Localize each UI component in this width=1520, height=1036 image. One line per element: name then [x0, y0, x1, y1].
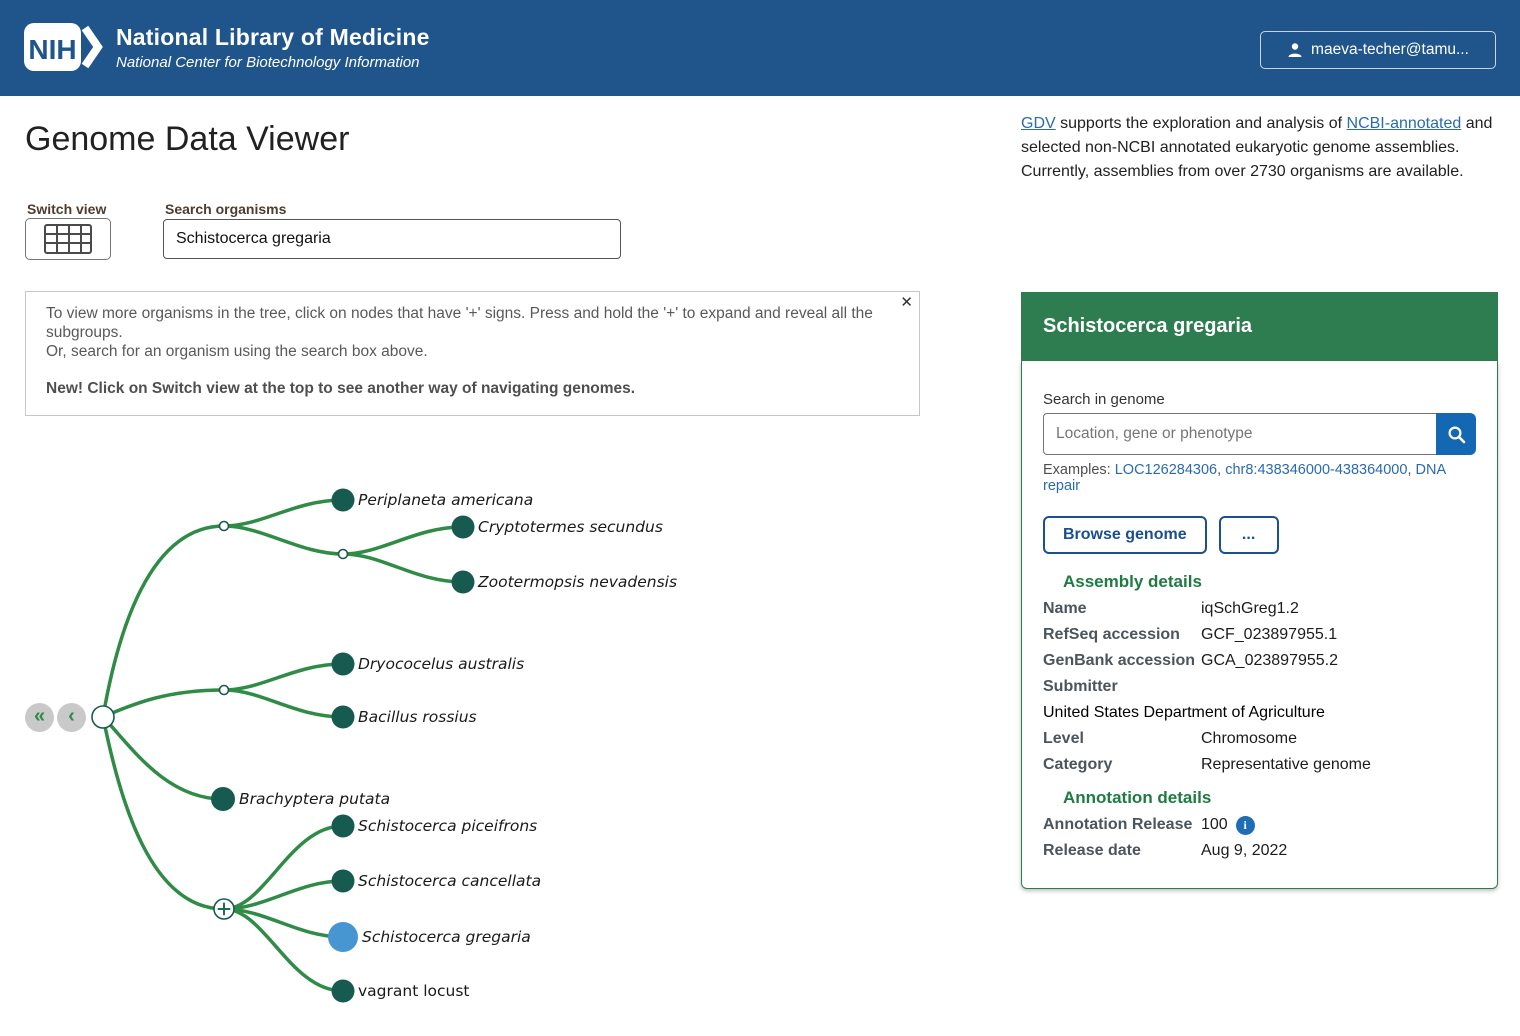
search-examples: [1043, 462, 1476, 494]
double-chevron-left-icon: «: [33, 705, 46, 727]
page-title: Genome Data Viewer: [25, 120, 350, 158]
notice-line-1: To view more organisms in the tree, click on nodes that have '+' signs. Press and hold the '+' to expand and reveal all the subgroups.: [46, 305, 873, 341]
genbank-row: [1043, 648, 1476, 674]
leaf-label[interactable]: Periplaneta americana: [358, 491, 534, 509]
person-icon: [1287, 42, 1303, 58]
genbank-accession-link[interactable]: GCA_023897955.2: [1201, 652, 1338, 669]
refseq-accession-link[interactable]: GCF_023897955.1: [1201, 626, 1338, 643]
notice-line-2: Or, search for an organism using the search box above.: [46, 343, 428, 360]
tree-root-node[interactable]: [92, 706, 114, 728]
release-date-row: [1043, 838, 1476, 864]
gdv-link[interactable]: GDV: [1021, 115, 1056, 132]
leaf-node-cryptotermes-secundus[interactable]: [452, 516, 475, 539]
leaf-node-schistocerca-piceifrons[interactable]: [332, 815, 355, 838]
annotation-release-row: [1043, 812, 1476, 838]
nlm-logo[interactable]: [22, 18, 430, 76]
expand-node[interactable]: [214, 899, 234, 919]
example-link-location[interactable]: chr8:438346000-438364000: [1225, 462, 1408, 478]
example-link-loc[interactable]: LOC126284306: [1114, 462, 1218, 478]
close-icon: ✕: [900, 294, 913, 311]
level-value: Chromosome: [1201, 730, 1298, 747]
browse-genome-button[interactable]: Browse genome: [1043, 516, 1207, 554]
notice-line-3: New! Click on Switch view at the top to see another way of navigating genomes.: [46, 380, 636, 397]
release-date-label: Release date: [1043, 842, 1141, 859]
more-options-button[interactable]: ...: [1219, 516, 1279, 554]
leaf-label[interactable]: Brachyptera putata: [239, 790, 391, 808]
leaf-node-dryococelus-australis[interactable]: [332, 653, 355, 676]
example-separator: ,: [1407, 462, 1416, 478]
leaf-label[interactable]: Schistocerca cancellata: [358, 872, 542, 890]
collapse-all-button[interactable]: [25, 703, 54, 732]
account-button[interactable]: [1260, 31, 1496, 69]
nih-banner: [0, 0, 1520, 96]
svg-text:NIH: NIH: [28, 34, 77, 65]
magnifier-icon: [1447, 425, 1466, 444]
category-row: [1043, 752, 1476, 778]
level-row: [1043, 726, 1476, 752]
leaf-node-schistocerca-gregaria-selected[interactable]: [328, 922, 358, 952]
leaf-label-selected[interactable]: Schistocerca gregaria: [362, 928, 531, 946]
leaf-label[interactable]: Dryococelus australis: [358, 655, 525, 673]
switch-view-label: Switch view: [27, 201, 107, 217]
leaf-node-bacillus-rossius[interactable]: [332, 706, 355, 729]
submitter-label: Submitter: [1043, 678, 1118, 695]
assembly-details-heading: Assembly details: [1063, 572, 1202, 591]
leaf-node-periplaneta-americana[interactable]: [332, 489, 355, 512]
table-grid-icon: [44, 224, 92, 254]
example-link-dna-repair[interactable]: DNA repair: [1043, 462, 1446, 494]
organism-panel-body: [1021, 361, 1498, 889]
chevron-left-icon: ‹: [68, 705, 75, 727]
internal-node[interactable]: [220, 686, 229, 695]
notice-close-button[interactable]: [900, 295, 913, 310]
leaf-label[interactable]: Cryptotermes secundus: [478, 518, 663, 536]
organism-panel-header: [1021, 292, 1498, 361]
search-in-genome-input[interactable]: [1043, 413, 1436, 455]
tree-branches: [103, 500, 463, 991]
ncbi-annotated-link[interactable]: NCBI-annotated: [1346, 115, 1462, 132]
example-separator: ,: [1217, 462, 1226, 478]
genbank-label: GenBank accession: [1043, 652, 1196, 669]
submitter-value: United States Department of Agriculture: [1043, 704, 1325, 721]
intro-text-1: supports the exploration and analysis of: [1055, 115, 1347, 132]
gdv-intro-paragraph: [1021, 112, 1493, 184]
annotation-release-label: Annotation Release: [1043, 816, 1193, 833]
search-organisms-label: Search organisms: [165, 201, 287, 217]
assembly-name-row: [1043, 596, 1476, 622]
internal-node[interactable]: [339, 550, 348, 559]
category-value: Representative genome: [1201, 756, 1371, 773]
leaf-node-schistocerca-cancellata[interactable]: [332, 870, 355, 893]
internal-node[interactable]: [220, 522, 229, 531]
leaf-label[interactable]: Zootermopsis nevadensis: [478, 573, 678, 591]
leaf-label[interactable]: Schistocerca piceifrons: [358, 817, 538, 835]
leaf-node-vagrant-locust[interactable]: [332, 980, 355, 1003]
leaf-node-zootermopsis-nevadensis[interactable]: [452, 571, 475, 594]
phylo-tree: [0, 440, 720, 1036]
name-value: iqSchGreg1.2: [1201, 600, 1299, 617]
switch-view-button[interactable]: [25, 218, 111, 260]
genome-search-button[interactable]: [1436, 413, 1476, 455]
organism-panel-title: Schistocerca gregaria: [1043, 315, 1252, 337]
intro-text-2: and selected non-NCBI annotated eukaryotic genome assemblies. Currently, assemblies from over 2730 organisms are available.: [1021, 115, 1493, 180]
refseq-label: RefSeq accession: [1043, 626, 1180, 643]
org-subtitle: National Center for Biotechnology Information: [116, 53, 420, 71]
org-name: National Library of Medicine: [116, 23, 430, 50]
logo-text: [116, 24, 430, 71]
leaf-node-brachyptera-putata[interactable]: [211, 787, 235, 811]
info-icon[interactable]: i: [1236, 816, 1255, 835]
annotation-release-value: 100: [1201, 816, 1228, 833]
search-in-genome-label: Search in genome: [1043, 391, 1165, 408]
leaf-label[interactable]: Bacillus rossius: [358, 708, 477, 726]
annotation-details-heading: Annotation details: [1063, 788, 1212, 807]
name-label: Name: [1043, 600, 1087, 617]
level-label: Level: [1043, 730, 1084, 747]
nih-logo-icon: [22, 18, 104, 76]
organism-panel: [1021, 292, 1498, 889]
release-date-value: Aug 9, 2022: [1201, 842, 1288, 859]
search-organisms-input[interactable]: [163, 219, 621, 259]
tree-help-notice: [25, 291, 920, 416]
refseq-row: [1043, 622, 1476, 648]
leaf-label[interactable]: vagrant locust: [358, 982, 470, 1000]
collapse-button[interactable]: [57, 703, 86, 732]
category-label: Category: [1043, 756, 1113, 773]
account-label: maeva-techer@tamu...: [1311, 41, 1469, 58]
examples-prefix: Examples:: [1043, 462, 1115, 478]
